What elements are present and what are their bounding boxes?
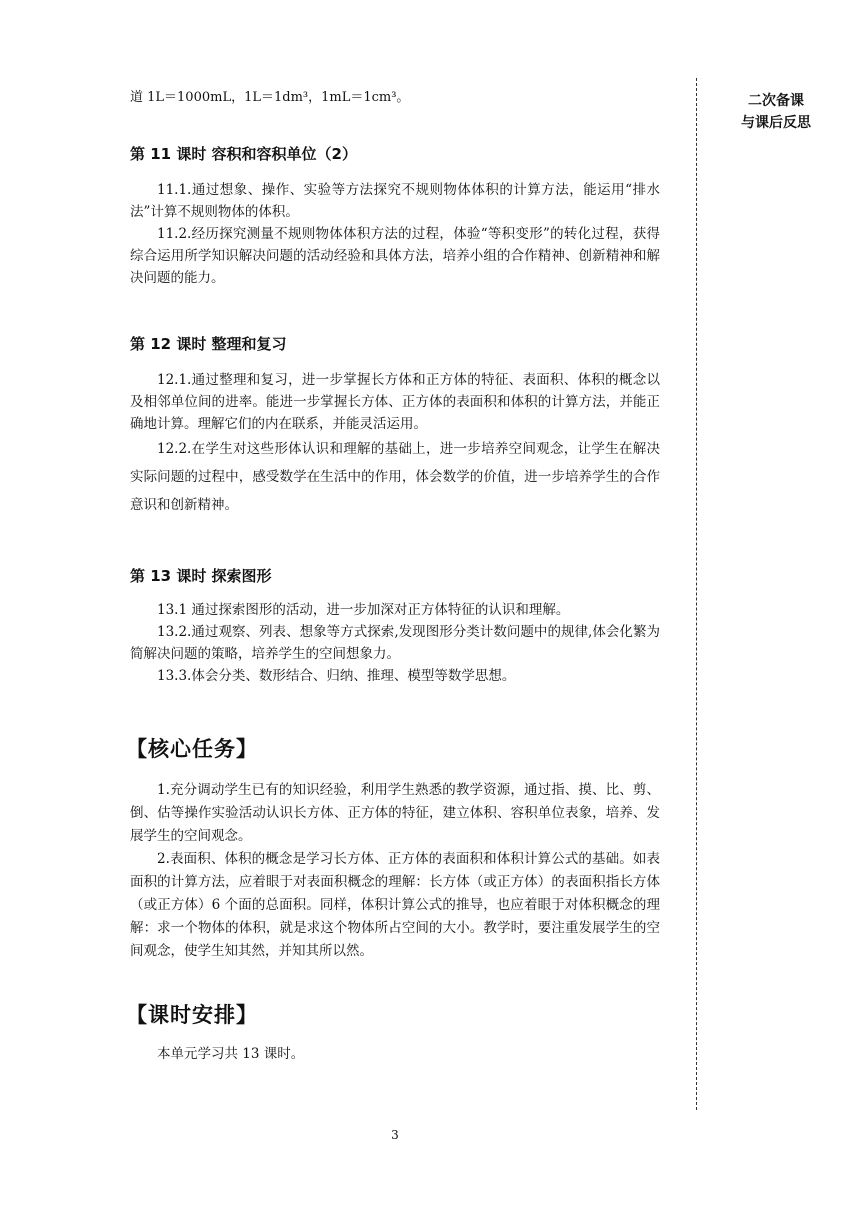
margin-divider [696, 78, 697, 1110]
lesson-12-objective-2: 12.2.在学生对这些形体认识和理解的基础上，进一步培养空间观念，让学生在解决实际问题的过程中，感受数学在生活中的作用，体会数学的价值，进一步培养学生的合作意识和创新精神。 [130, 441, 660, 513]
lesson-12-title: 第 12 课时 整理和复习 [130, 335, 287, 353]
intro-line: 道 1L＝1000mL，1L＝1dm³，1mL＝1cm³。 [130, 90, 410, 105]
lesson-11-objective-1: 11.1.通过想象、操作、实验等方法探究不规则物体体积的计算方法，能运用“排水法”计算不规则物体的体积。 [130, 182, 660, 220]
page-number: 3 [391, 1128, 399, 1142]
lesson-13-objective-1: 13.1 通过探索图形的活动，进一步加深对正方体特征的认识和理解。 [157, 602, 570, 618]
lesson-13-title: 第 13 课时 探索图形 [130, 567, 272, 585]
core-tasks-heading: 【核心任务】 [126, 737, 258, 761]
core-tasks-body [130, 779, 660, 963]
side-note-line-1: 二次备课 [748, 93, 804, 109]
side-note-line-2: 与课后反思 [741, 115, 811, 131]
lesson-11-title: 第 11 课时 容积和容积单位（2） [130, 145, 357, 163]
lesson-11-body [130, 179, 660, 289]
side-note [716, 90, 836, 134]
schedule-body [130, 1043, 660, 1065]
schedule-text: 本单元学习共 13 课时。 [157, 1046, 305, 1062]
core-task-2: 2.表面积、体积的概念是学习长方体、正方体的表面积和体积计算公式的基础。如表面积的计算方法，应着眼于对表面积概念的理解：长方体（或正方体）的表面积指长方体（或正方体）6 个面的总面积。同样，体积计算公式的推导，也应着眼于对体积概念的理解：求一个物体的体积，就是求这个物体所占空间的大小。教学时，要注重发展学生的空间观念，使学生知其然，并知其所以然。 [130, 851, 660, 959]
lesson-13-body [130, 599, 660, 687]
lesson-11-objective-2: 11.2.经历探究测量不规则物体体积方法的过程，体验“等积变形”的转化过程，获得综合运用所学知识解决问题的活动经验和具体方法，培养小组的合作精神、创新精神和解决问题的能力。 [130, 226, 660, 286]
lesson-13-objective-2: 13.2.通过观察、列表、想象等方式探索,发现图形分类计数问题中的规律,体会化繁为简解决问题的策略，培养学生的空间想象力。 [130, 624, 660, 662]
core-task-1: 1.充分调动学生已有的知识经验，利用学生熟悉的教学资源，通过指、摸、比、剪、倒、估等操作实验活动认识长方体、正方体的特征，建立体积、容积单位表象，培养、发展学生的空间观念。 [130, 782, 660, 844]
lesson-13-objective-3: 13.3.体会分类、数形结合、归纳、推理、模型等数学思想。 [157, 668, 516, 684]
lesson-12-body [130, 369, 660, 519]
lesson-12-objective-1: 12.1.通过整理和复习，进一步掌握长方体和正方体的特征、表面积、体积的概念以及相邻单位间的进率。能进一步掌握长方体、正方体的表面积和体积的计算方法，并能正确地计算。理解它们的内在联系，并能灵活运用。 [130, 372, 660, 432]
schedule-heading: 【课时安排】 [126, 1003, 258, 1027]
